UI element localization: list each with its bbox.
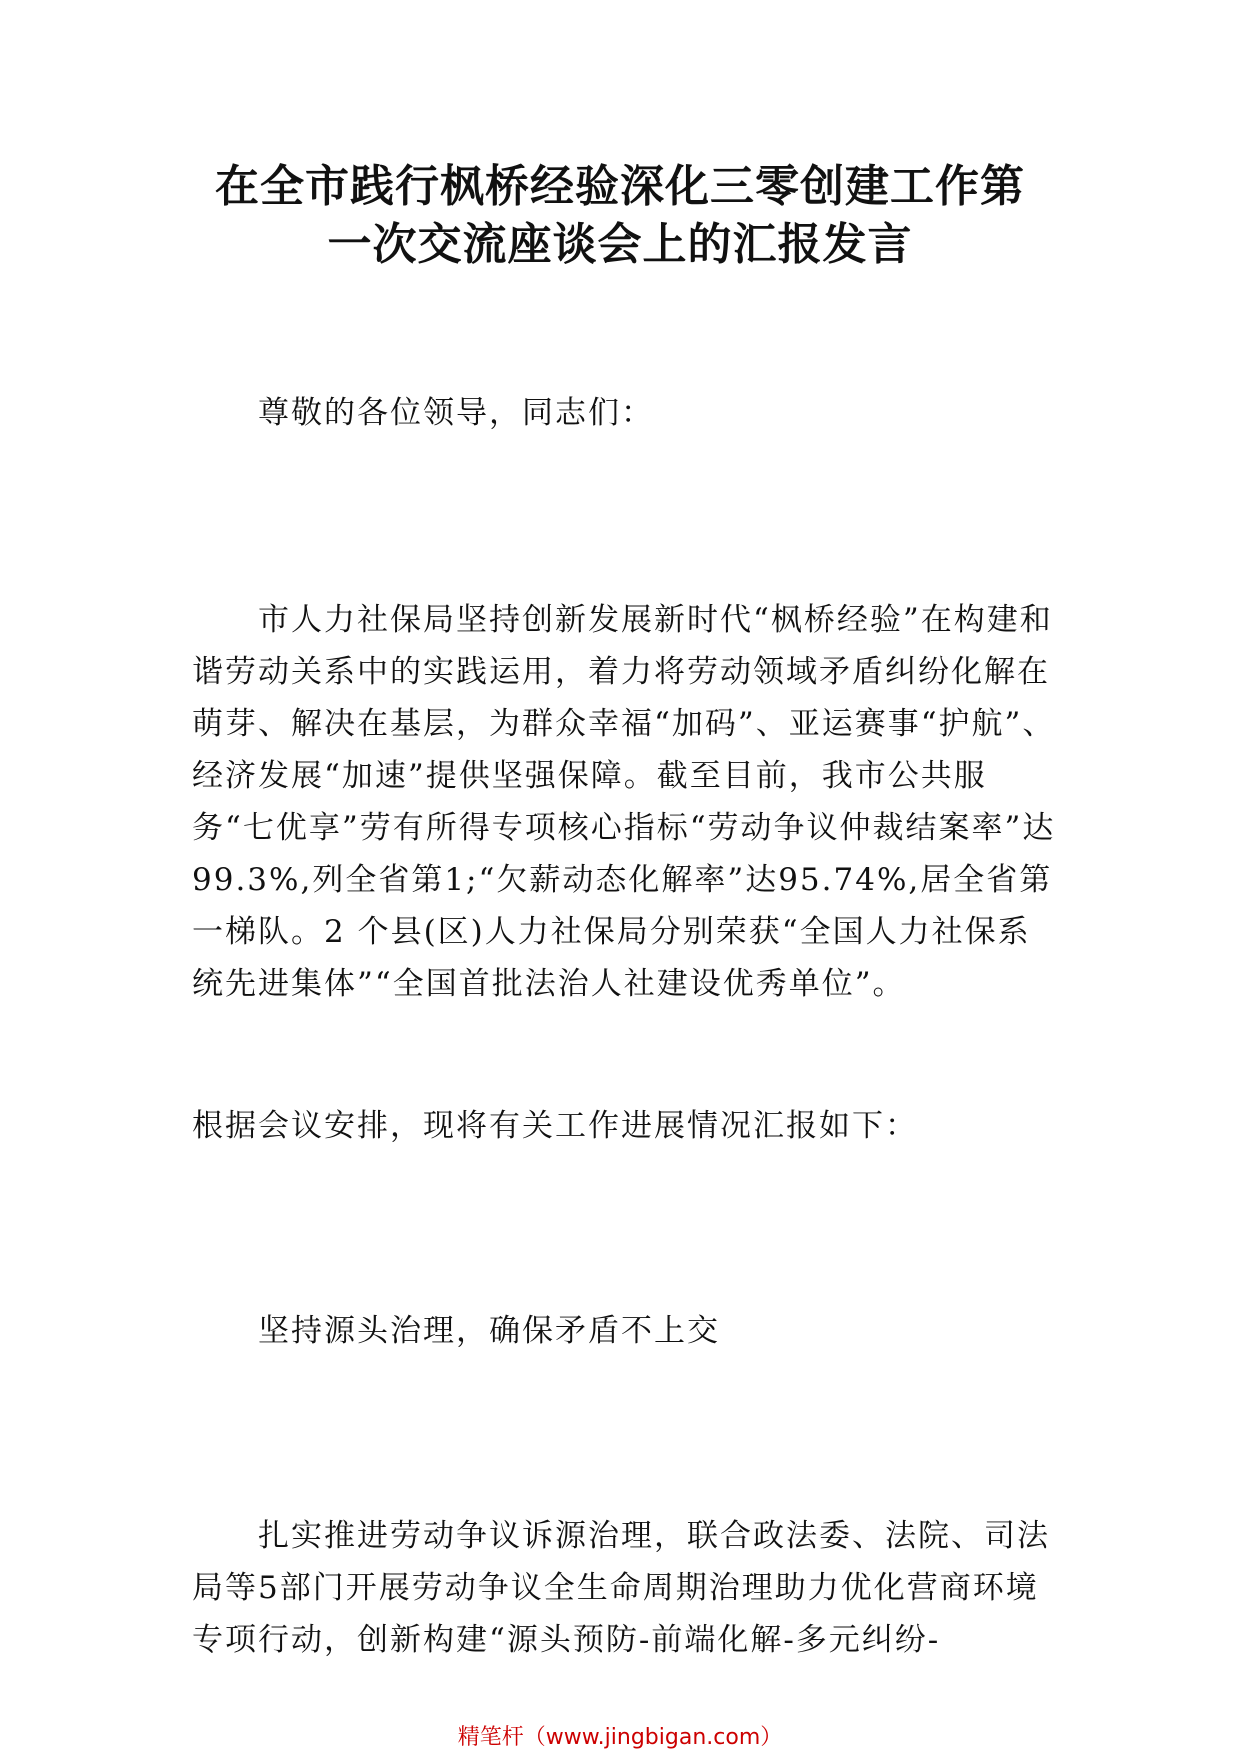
title-line-1: 在全市践行枫桥经验深化三零创建工作第 (215, 161, 1025, 212)
section-heading: 坚持源头治理，确保矛盾不上交 (258, 1313, 720, 1349)
footer-watermark: 精笔杆（www.jingbigan.com） (457, 1725, 783, 1750)
greeting: 尊敬的各位领导，同志们： (258, 395, 654, 431)
paragraph-report-lead: 根据会议安排，现将有关工作进展情况汇报如下： (192, 1108, 918, 1144)
paragraph-section-body: 扎实推进劳动争议诉源治理，联合政法委、法院、司法局等5部门开展劳动争议全生命周期治理助力优化营商环境 专项行动，创新构建“源头预防-前端化解-多元纠纷- (192, 1518, 1050, 1658)
document-title (150, 158, 1090, 274)
paragraph-intro: 市人力社保局坚持创新发展新时代“枫桥经验”在构建和谐劳动关系中的实践运用，着力将劳动领域矛盾纠纷化解在萌芽、解决在基层，为群众幸福“加码”、亚运赛事“护航”、经济发展“加速”提供坚强保障。截至目前，我市公共服务“七优享”劳有所得专项核心指标“劳动争议仲裁结案率”达99.3%,列全省第1;“欠薪动态化解率”达95.74%,居全省第一梯队。2 个县(区)人力社保局分别荣获“全国人力社保系统先进集体”“全国首批法治人社建设优秀单位”。 (192, 602, 1056, 1002)
title-line-2: 一次交流座谈会上的汇报发言 (327, 219, 913, 270)
